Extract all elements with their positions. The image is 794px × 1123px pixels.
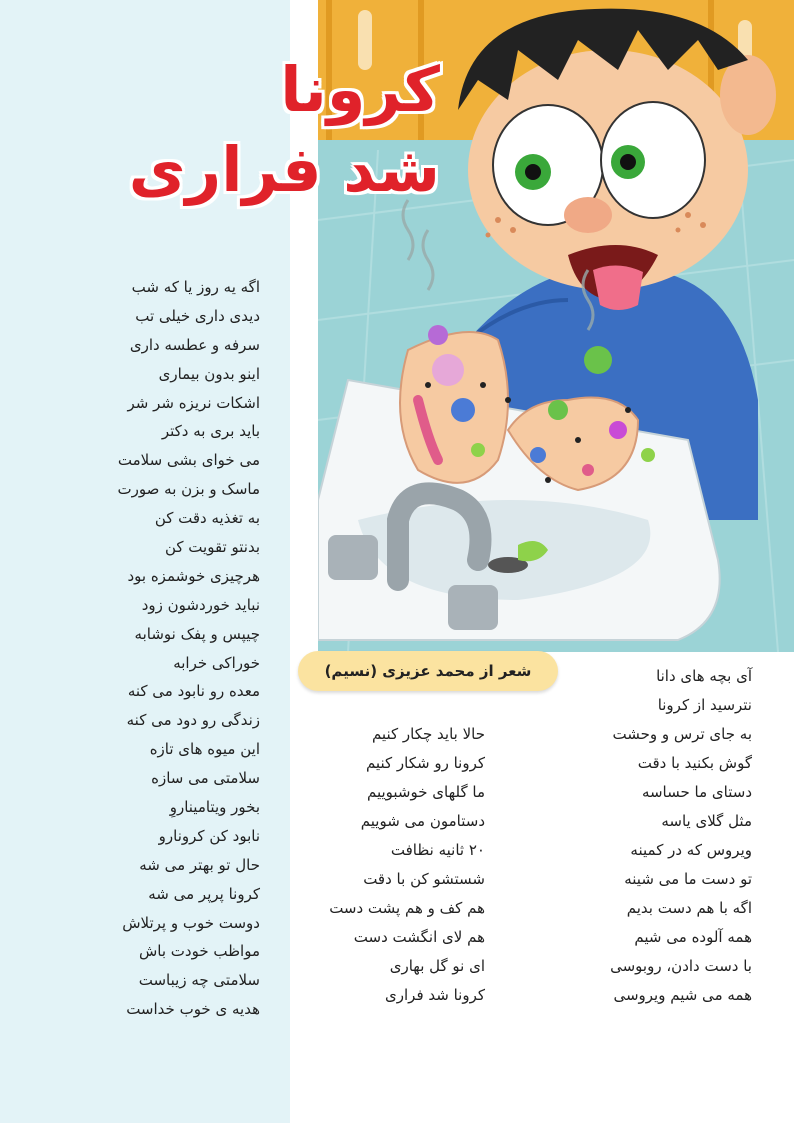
poem-line: اگه با هم دست بدیم: [626, 899, 752, 917]
title-line-1: کرونا: [280, 53, 440, 126]
poem-line: نترسید از کرونا: [657, 696, 752, 714]
poem-line: خوراکی خرابه: [173, 653, 260, 672]
poem-line: دیدی داری خیلی تب: [135, 306, 260, 325]
poem-line: ویروس که در کمینه: [630, 841, 752, 859]
poem-line: سلامتی چه زیباست: [138, 971, 260, 990]
poem-line: مثل گلای یاسه: [661, 812, 752, 830]
poem-line: حال تو بهتر می شه: [139, 855, 260, 874]
poem-line: گوش بکنید با دقت: [637, 754, 752, 772]
poem-line: هم لای انگشت دست: [353, 928, 485, 946]
poem-line: به جای ترس و وحشت: [612, 725, 752, 743]
poem-line: این میوه های تازه: [149, 740, 260, 759]
poem-line: دستای ما حساسه: [641, 783, 752, 801]
poem-line: معده رو نابود می کنه: [127, 682, 260, 701]
poem-line: با دست دادن، روبوسی: [610, 957, 752, 975]
poem-line: نابود کن کرونارو: [158, 826, 260, 845]
poem-line: همه آلوده می شیم: [634, 928, 752, 946]
poem-line: زندگی رو دود می کنه: [126, 711, 260, 730]
author-credit: شعر از محمد عزیزی (نسیم): [298, 651, 558, 691]
poem-line: می خوای بشی سلامت: [117, 451, 260, 470]
poem-line: ای نو گل بهاری: [389, 957, 485, 975]
title-line-2: شد فراری: [128, 133, 440, 206]
poem-line: دوست خوب و پرتلاش: [122, 913, 260, 932]
poem-line: ماسک و بزن به صورت: [117, 480, 260, 499]
poem-line: ۲۰ ثانیه نظافت: [390, 841, 485, 859]
poem-line: هدیه ی خوب خداست: [126, 1000, 260, 1019]
poem-line: تو دست ما می شینه: [624, 870, 752, 888]
poem-line: سرفه و عطسه داری: [129, 335, 260, 354]
poem-line: شستشو کن با دقت: [363, 870, 485, 888]
poem-line: سلامتی می سازه: [151, 769, 260, 788]
poem-line: بدنتو تقویت کن: [164, 538, 260, 557]
poem-line: همه می شیم ویروسی: [613, 986, 752, 1004]
poem-column-left: [20, 273, 260, 1024]
poem-line: ما گلهای خوشبوییم: [366, 783, 485, 801]
poem-line: چیپس و پفک نوشابه: [134, 624, 260, 643]
poem-line: آی بچه های دانا: [656, 667, 752, 685]
poem-line: حالا باید چکار کنیم: [371, 725, 485, 743]
poem-line: کرونا پرپر می شه: [148, 884, 260, 903]
poem-column-right: [540, 662, 752, 1010]
poem-line: هم کف و هم پشت دست: [329, 899, 485, 917]
poem-line: اشکات نریزه شر شر: [127, 393, 260, 412]
poem-line: اگه یه روز یا که شب: [131, 278, 260, 296]
page-title: [110, 50, 440, 210]
poem-line: اینو بدون بیماری: [158, 364, 260, 383]
poem-line: دستامون می شوییم: [360, 812, 485, 830]
poem-line: به تغذیه دقت کن: [154, 509, 260, 528]
poem-line: کرونا رو شکار کنیم: [365, 754, 485, 772]
poem-line: هرچیزی خوشمزه بود: [127, 566, 260, 585]
poem-line: بخور ویتامیناروِ: [169, 798, 260, 817]
poem-line: کرونا شد فراری: [385, 986, 485, 1004]
poem-line: مواظب خودت باش: [138, 942, 260, 961]
poem-line: باید بری به دکتر: [161, 422, 260, 441]
poem-column-middle: [280, 720, 485, 1010]
poem-line: نباید خوردشون زود: [141, 595, 260, 614]
